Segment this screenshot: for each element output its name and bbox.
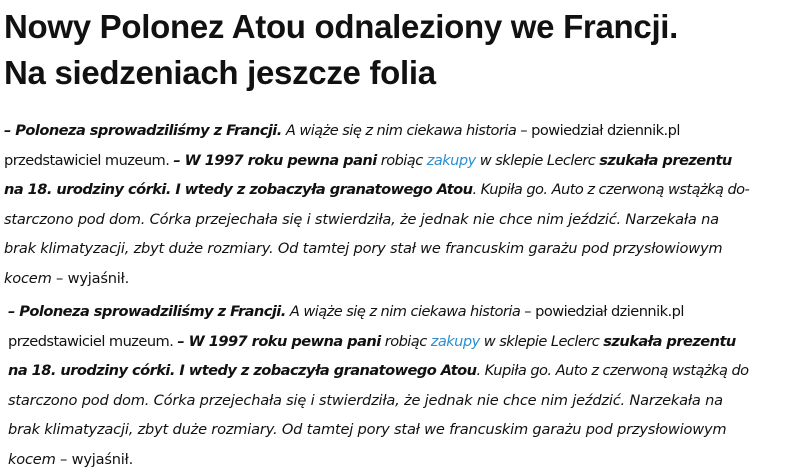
- paragraph-line: brak klimatyzacji, zbyt duże rozmiary. Od tamtej pory stał we francuskim garażu pod przysłowiowym: [4, 240, 723, 257]
- italic-quote: kocem: [4, 269, 52, 287]
- paragraph-line: starczono pod dom. Córka przejechała się i stwierdziła, że jednak nie chce nim jeździć. Narzekała na: [4, 210, 719, 228]
- italic-quote: kocem: [8, 450, 56, 468]
- attribution-text: – powiedział dziennik.pl: [516, 122, 680, 139]
- paragraph-line: [8, 297, 798, 327]
- zakupy-link[interactable]: zakupy: [430, 332, 480, 350]
- italic-quote: . Kupiła go. Auto z czerwoną wstążką do-: [472, 181, 750, 198]
- bold-quote: na 18. urodziny córki. I wtedy z zobaczyła granatowego Atou: [4, 181, 473, 198]
- headline-line-1: Nowy Polonez Atou odnaleziony we Francji.: [4, 8, 679, 45]
- italic-quote: robiąc: [376, 151, 427, 169]
- article-paragraph-2: [8, 297, 798, 474]
- paragraph-line: [4, 175, 798, 205]
- italic-quote: A wiąże się z nim ciekawa historia: [281, 122, 517, 139]
- paragraph-line: [8, 445, 798, 475]
- bold-quote: – Poloneza sprowadziliśmy z Francji.: [4, 122, 282, 139]
- bold-quote: – W 1997 roku pewna pani: [177, 332, 381, 350]
- italic-quote: w sklepie Leclerc: [479, 332, 604, 350]
- article-paragraph-1: [4, 116, 798, 293]
- paragraph-line: [4, 146, 798, 176]
- headline-line-2: Na siedzeniach jeszcze folia: [4, 54, 436, 91]
- article-headline: [4, 4, 794, 96]
- italic-quote: robiąc: [380, 332, 431, 350]
- attribution-text: – wyjaśnił.: [51, 269, 130, 287]
- paragraph-line: [4, 116, 798, 146]
- bold-quote: – W 1997 roku pewna pani: [173, 151, 377, 169]
- attribution-text: przedstawiciel muzeum.: [8, 332, 178, 350]
- attribution-text: przedstawiciel muzeum.: [4, 151, 174, 169]
- paragraph-line: [8, 327, 798, 357]
- paragraph-line: brak klimatyzacji, zbyt duże rozmiary. Od tamtej pory stał we francuskim garażu pod przysłowiowym: [8, 421, 727, 438]
- attribution-text: – wyjaśnił.: [55, 450, 134, 468]
- italic-quote: w sklepie Leclerc: [475, 151, 600, 169]
- bold-quote: na 18. urodziny córki. I wtedy z zobaczyła granatowego Atou: [8, 362, 477, 379]
- paragraph-line: starczono pod dom. Córka przejechała się i stwierdziła, że jednak nie chce nim jeździć. Narzekała na: [8, 391, 723, 409]
- attribution-text: – powiedział dziennik.pl: [520, 303, 684, 320]
- paragraph-line: [8, 356, 798, 386]
- bold-quote: – Poloneza sprowadziliśmy z Francji.: [8, 303, 286, 320]
- bold-quote: szukała prezentu: [599, 151, 732, 169]
- zakupy-link[interactable]: zakupy: [426, 151, 476, 169]
- bold-quote: szukała prezentu: [603, 332, 736, 350]
- italic-quote: . Kupiła go. Auto z czerwoną wstążką do: [476, 362, 749, 379]
- paragraph-line: [4, 264, 798, 294]
- italic-quote: A wiąże się z nim ciekawa historia: [285, 303, 521, 320]
